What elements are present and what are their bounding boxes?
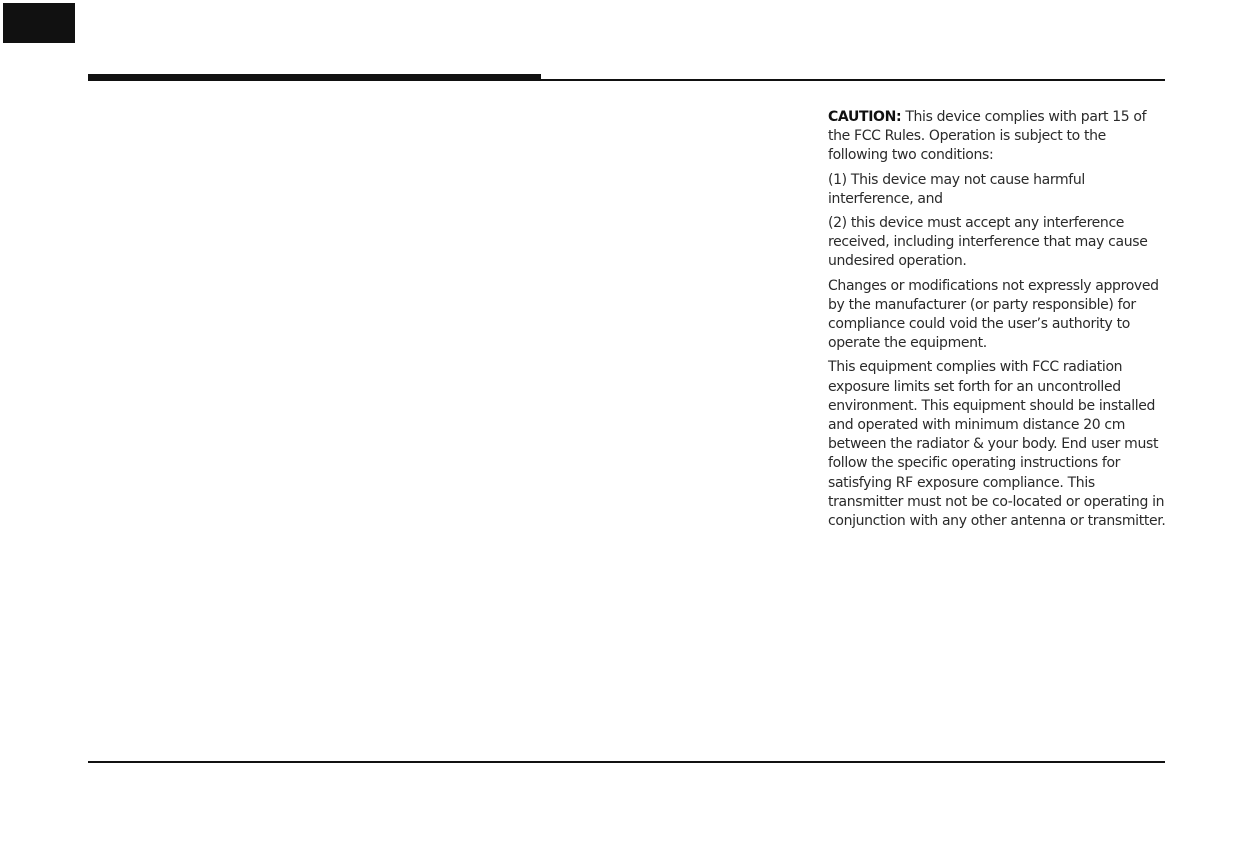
fcc-caution-column xyxy=(828,108,1168,536)
changes-paragraph: Changes or modifications not expressly approved by the manufacturer (or party responsible) for compliance could void the user’s authority to operate the equipment. xyxy=(828,277,1159,352)
footer-rule xyxy=(88,761,1165,763)
radiation-paragraph: This equipment complies with FCC radiation exposure limits set forth for an uncontrolled environment. This equipment should be installed and operated with minimum distance 20 cm between the radiator & your body. End user must follow the specific operating instructions for satisfying RF exposure compliance. This transmitter must not be co-located or operating in conjunction with any other antenna or transmitter. xyxy=(828,359,1166,530)
caution-paragraph xyxy=(828,108,1168,166)
header-rule xyxy=(88,79,1165,81)
condition-2: (2) this device must accept any interference received, including interference that may cause undesired operation. xyxy=(828,215,1148,270)
condition-1: (1) This device may not cause harmful interference, and xyxy=(828,171,1085,207)
page-corner-tab xyxy=(3,3,75,43)
caution-label: CAUTION: xyxy=(828,109,902,125)
caution-intro: This device complies with part 15 of the FCC Rules. Operation is subject to the following two conditions: xyxy=(828,109,1147,164)
